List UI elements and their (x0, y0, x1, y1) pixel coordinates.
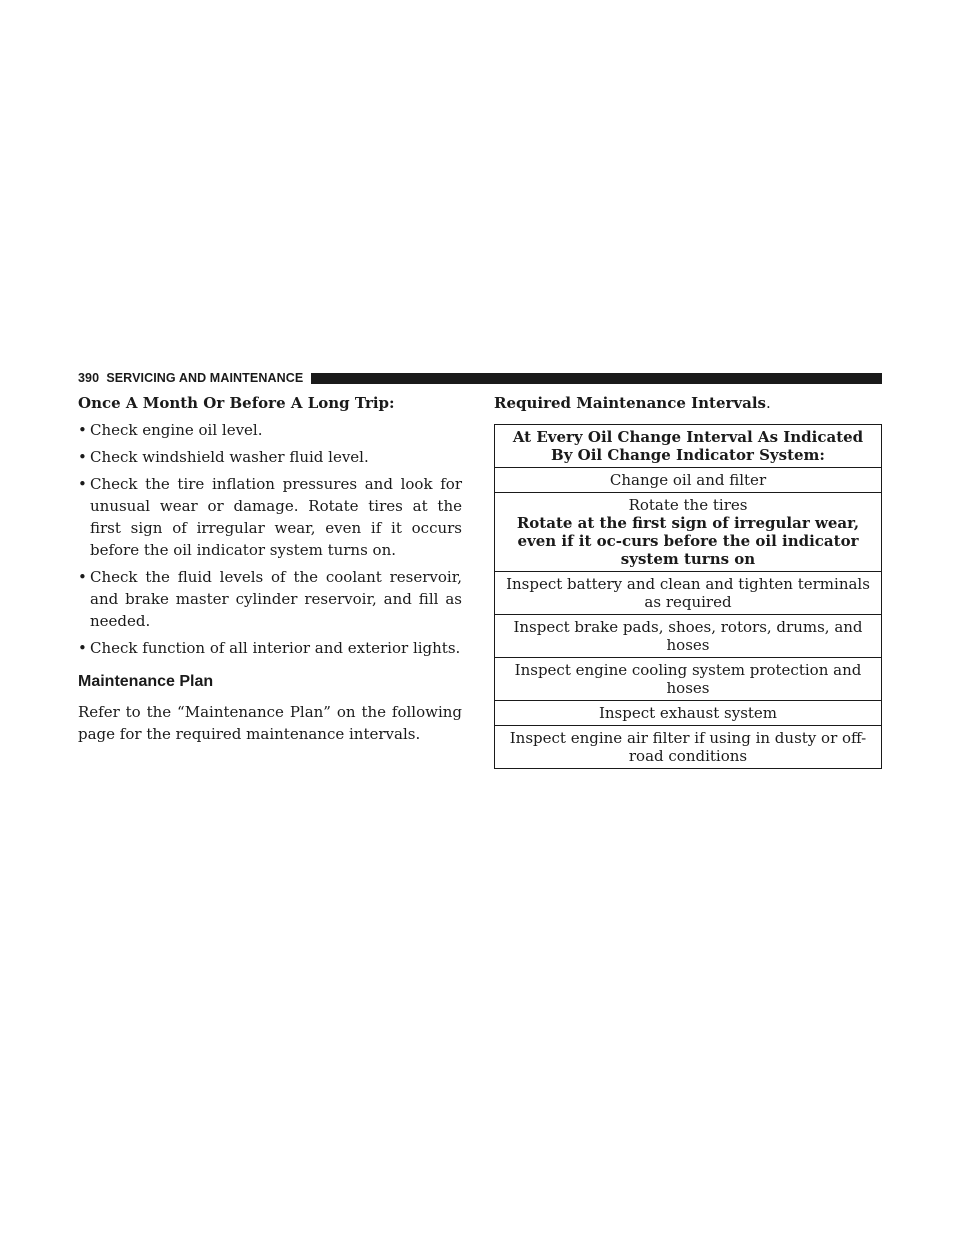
table-title-text: Required Maintenance Intervals (494, 394, 766, 412)
page-number: 390 (78, 371, 100, 385)
list-item (78, 419, 462, 441)
bullet-icon: • (78, 475, 87, 493)
table-title (494, 392, 882, 414)
maintenance-plan-heading: Maintenance Plan (78, 673, 214, 690)
monthly-check-heading: Once A Month Or Before A Long Trip: (78, 394, 395, 412)
table-cell: Inspect battery and clean and tighten terminals as required (495, 572, 882, 615)
page-header-text (78, 371, 303, 385)
header-rule-bar (311, 373, 882, 384)
table-header-row (495, 425, 882, 468)
table-row (495, 726, 882, 769)
table-cell-line: Rotate the tires (628, 496, 748, 514)
list-item-text: Check the fluid levels of the coolant reservoir, and brake master cylinder reservoir, and fill as needed. (90, 568, 462, 630)
left-column (78, 392, 462, 760)
list-item (78, 446, 462, 468)
table-row (495, 493, 882, 572)
table-cell: Inspect engine air filter if using in dusty or off-road conditions (495, 726, 882, 769)
list-item (78, 566, 462, 632)
table-row (495, 615, 882, 658)
bullet-icon: • (78, 421, 87, 439)
bullet-icon: • (78, 639, 87, 657)
monthly-check-list (78, 419, 462, 659)
maintenance-plan-paragraph: Refer to the “Maintenance Plan” on the following page for the required maintenance intervals. (78, 703, 462, 743)
section-title: SERVICING AND MAINTENANCE (106, 371, 304, 385)
table-cell (495, 493, 882, 572)
table-row (495, 572, 882, 615)
list-item-text: Check the tire inflation pressures and look for unusual wear or damage. Rotate tires at the first sign of irregular wear, even if it occurs before the oil indicator system turns on. (90, 475, 462, 559)
list-item (78, 473, 462, 561)
table-title-suffix: . (765, 394, 771, 412)
list-item-text: Check windshield washer fluid level. (90, 448, 369, 466)
table-cell: Inspect exhaust system (495, 701, 882, 726)
list-item-text: Check engine oil level. (90, 421, 263, 439)
maintenance-intervals-table (494, 424, 882, 769)
list-item (78, 637, 462, 659)
right-column (494, 392, 882, 769)
table-row (495, 658, 882, 701)
table-header-cell: At Every Oil Change Interval As Indicated By Oil Change Indicator System: (495, 425, 882, 468)
table-cell: Inspect engine cooling system protection and hoses (495, 658, 882, 701)
list-item-text: Check function of all interior and exterior lights. (90, 639, 461, 657)
table-cell: Inspect brake pads, shoes, rotors, drums, and hoses (495, 615, 882, 658)
page-header (78, 371, 882, 385)
bullet-icon: • (78, 448, 87, 466)
table-row (495, 701, 882, 726)
table-cell-bold-line: Rotate at the first sign of irregular wear, even if it oc-curs before the oil indicator system turns on (516, 514, 860, 568)
table-cell: Change oil and filter (495, 468, 882, 493)
bullet-icon: • (78, 568, 87, 586)
table-row (495, 468, 882, 493)
